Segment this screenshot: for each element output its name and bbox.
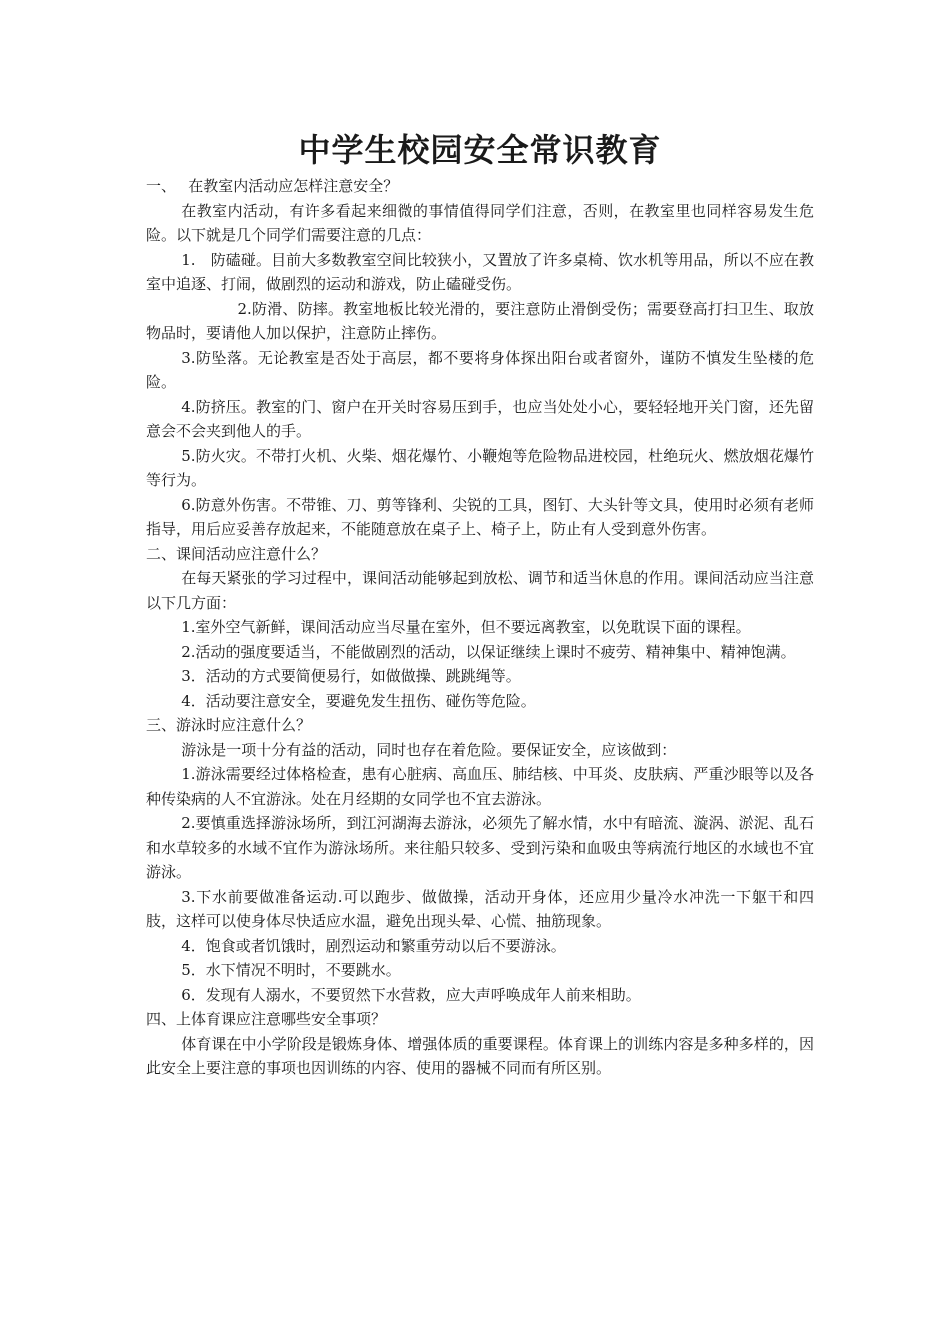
paragraph: 4．活动要注意安全，要避免发生扭伤、碰伤等危险。	[181, 691, 536, 710]
paragraph: 1. 防磕碰。目前大多数教室空间比较狭小，又置放了许多桌椅、饮水机等用品，所以不应在教室中追逐、打闹，做剧烈的运动和游戏，防止磕碰受伤。	[146, 250, 814, 293]
paragraph: 5．水下情况不明时，不要跳水。	[181, 961, 401, 979]
paragraph: 4．饱食或者饥饿时，剧烈运动和繁重劳动以后不要游泳。	[181, 936, 566, 955]
paragraph: 游泳是一项十分有益的活动，同时也存在着危险。要保证安全，应该做到：	[181, 740, 677, 759]
paragraph: 3．活动的方式要简便易行，如做做操、跳跳绳等。	[181, 667, 521, 685]
paragraph: 6．发现有人溺水，不要贸然下水营救，应大声呼唤成年人前来相助。	[181, 985, 641, 1004]
document-body	[146, 174, 814, 1081]
paragraph: 2.要慎重选择游泳场所，到江河湖海去游泳，必须先了解水情，水中有暗流、漩涡、淤泥、乱石和水草较多的水域不宜作为游泳场所。来往船只较多、受到污染和血吸虫等病流行地区的水域也不宜游泳。	[146, 814, 814, 881]
paragraph: 1.室外空气新鲜，课间活动应当尽量在室外，但不要远离教室，以免耽误下面的课程。	[181, 618, 751, 636]
document-title: 中学生校园安全常识教育	[298, 131, 662, 169]
section-heading: 四、上体育课应注意哪些安全事项？	[146, 1010, 387, 1028]
section-heading: 三、游泳时应注意什么？	[146, 716, 312, 734]
paragraph: 2.防滑、防摔。教室地板比较光滑的，要注意防止滑倒受伤；需要登高打扫卫生、取放物品时，要请他人加以保护，注意防止摔伤。	[146, 299, 814, 342]
paragraph: 5.防火灾。不带打火机、火柴、烟花爆竹、小鞭炮等危险物品进校园，杜绝玩火、燃放烟花爆竹等行为。	[146, 446, 814, 489]
paragraph: 体育课在中小学阶段是锻炼身体、增强体质的重要课程。体育课上的训练内容是多种多样的，因此安全上要注意的事项也因训练的内容、使用的器械不同而有所区别。	[146, 1034, 814, 1077]
paragraph: 6.防意外伤害。不带锥、刀、剪等锋利、尖锐的工具，图钉、大头针等文具，使用时必须有老师指导，用后应妥善存放起来，不能随意放在桌子上、椅子上，防止有人受到意外伤害。	[146, 495, 814, 538]
paragraph: 3.下水前要做准备运动.可以跑步、做做操，活动开身体，还应用少量冷水冲洗一下躯干和四肢，这样可以使身体尽快适应水温，避免出现头晕、心慌、抽筋现象。	[146, 887, 814, 930]
paragraph: 在教室内活动，有许多看起来细微的事情值得同学们注意，否则，在教室里也同样容易发生危险。以下就是几个同学们需要注意的几点：	[146, 201, 814, 244]
paragraph: 1.游泳需要经过体格检查，患有心脏病、高血压、肺结核、中耳炎、皮肤病、严重沙眼等以及各种传染病的人不宜游泳。处在月经期的女同学也不宜去游泳。	[146, 765, 814, 808]
paragraph: 3.防坠落。无论教室是否处于高层，都不要将身体探出阳台或者窗外，谨防不慎发生坠楼的危险。	[146, 348, 814, 391]
paragraph: 在每天紧张的学习过程中，课间活动能够起到放松、调节和适当休息的作用。课间活动应当注意以下几方面：	[146, 569, 814, 612]
paragraph: 4.防挤压。教室的门、窗户在开关时容易压到手，也应当处处小心，要轻轻地开关门窗，还先留意会不会夹到他人的手。	[146, 397, 814, 440]
section-heading: 一、 在教室内活动应怎样注意安全？	[146, 177, 399, 195]
section-heading: 二、课间活动应注意什么？	[146, 544, 327, 563]
paragraph: 2.活动的强度要适当，不能做剧烈的活动，以保证继续上课时不疲劳、精神集中、精神饱满。	[181, 642, 796, 661]
